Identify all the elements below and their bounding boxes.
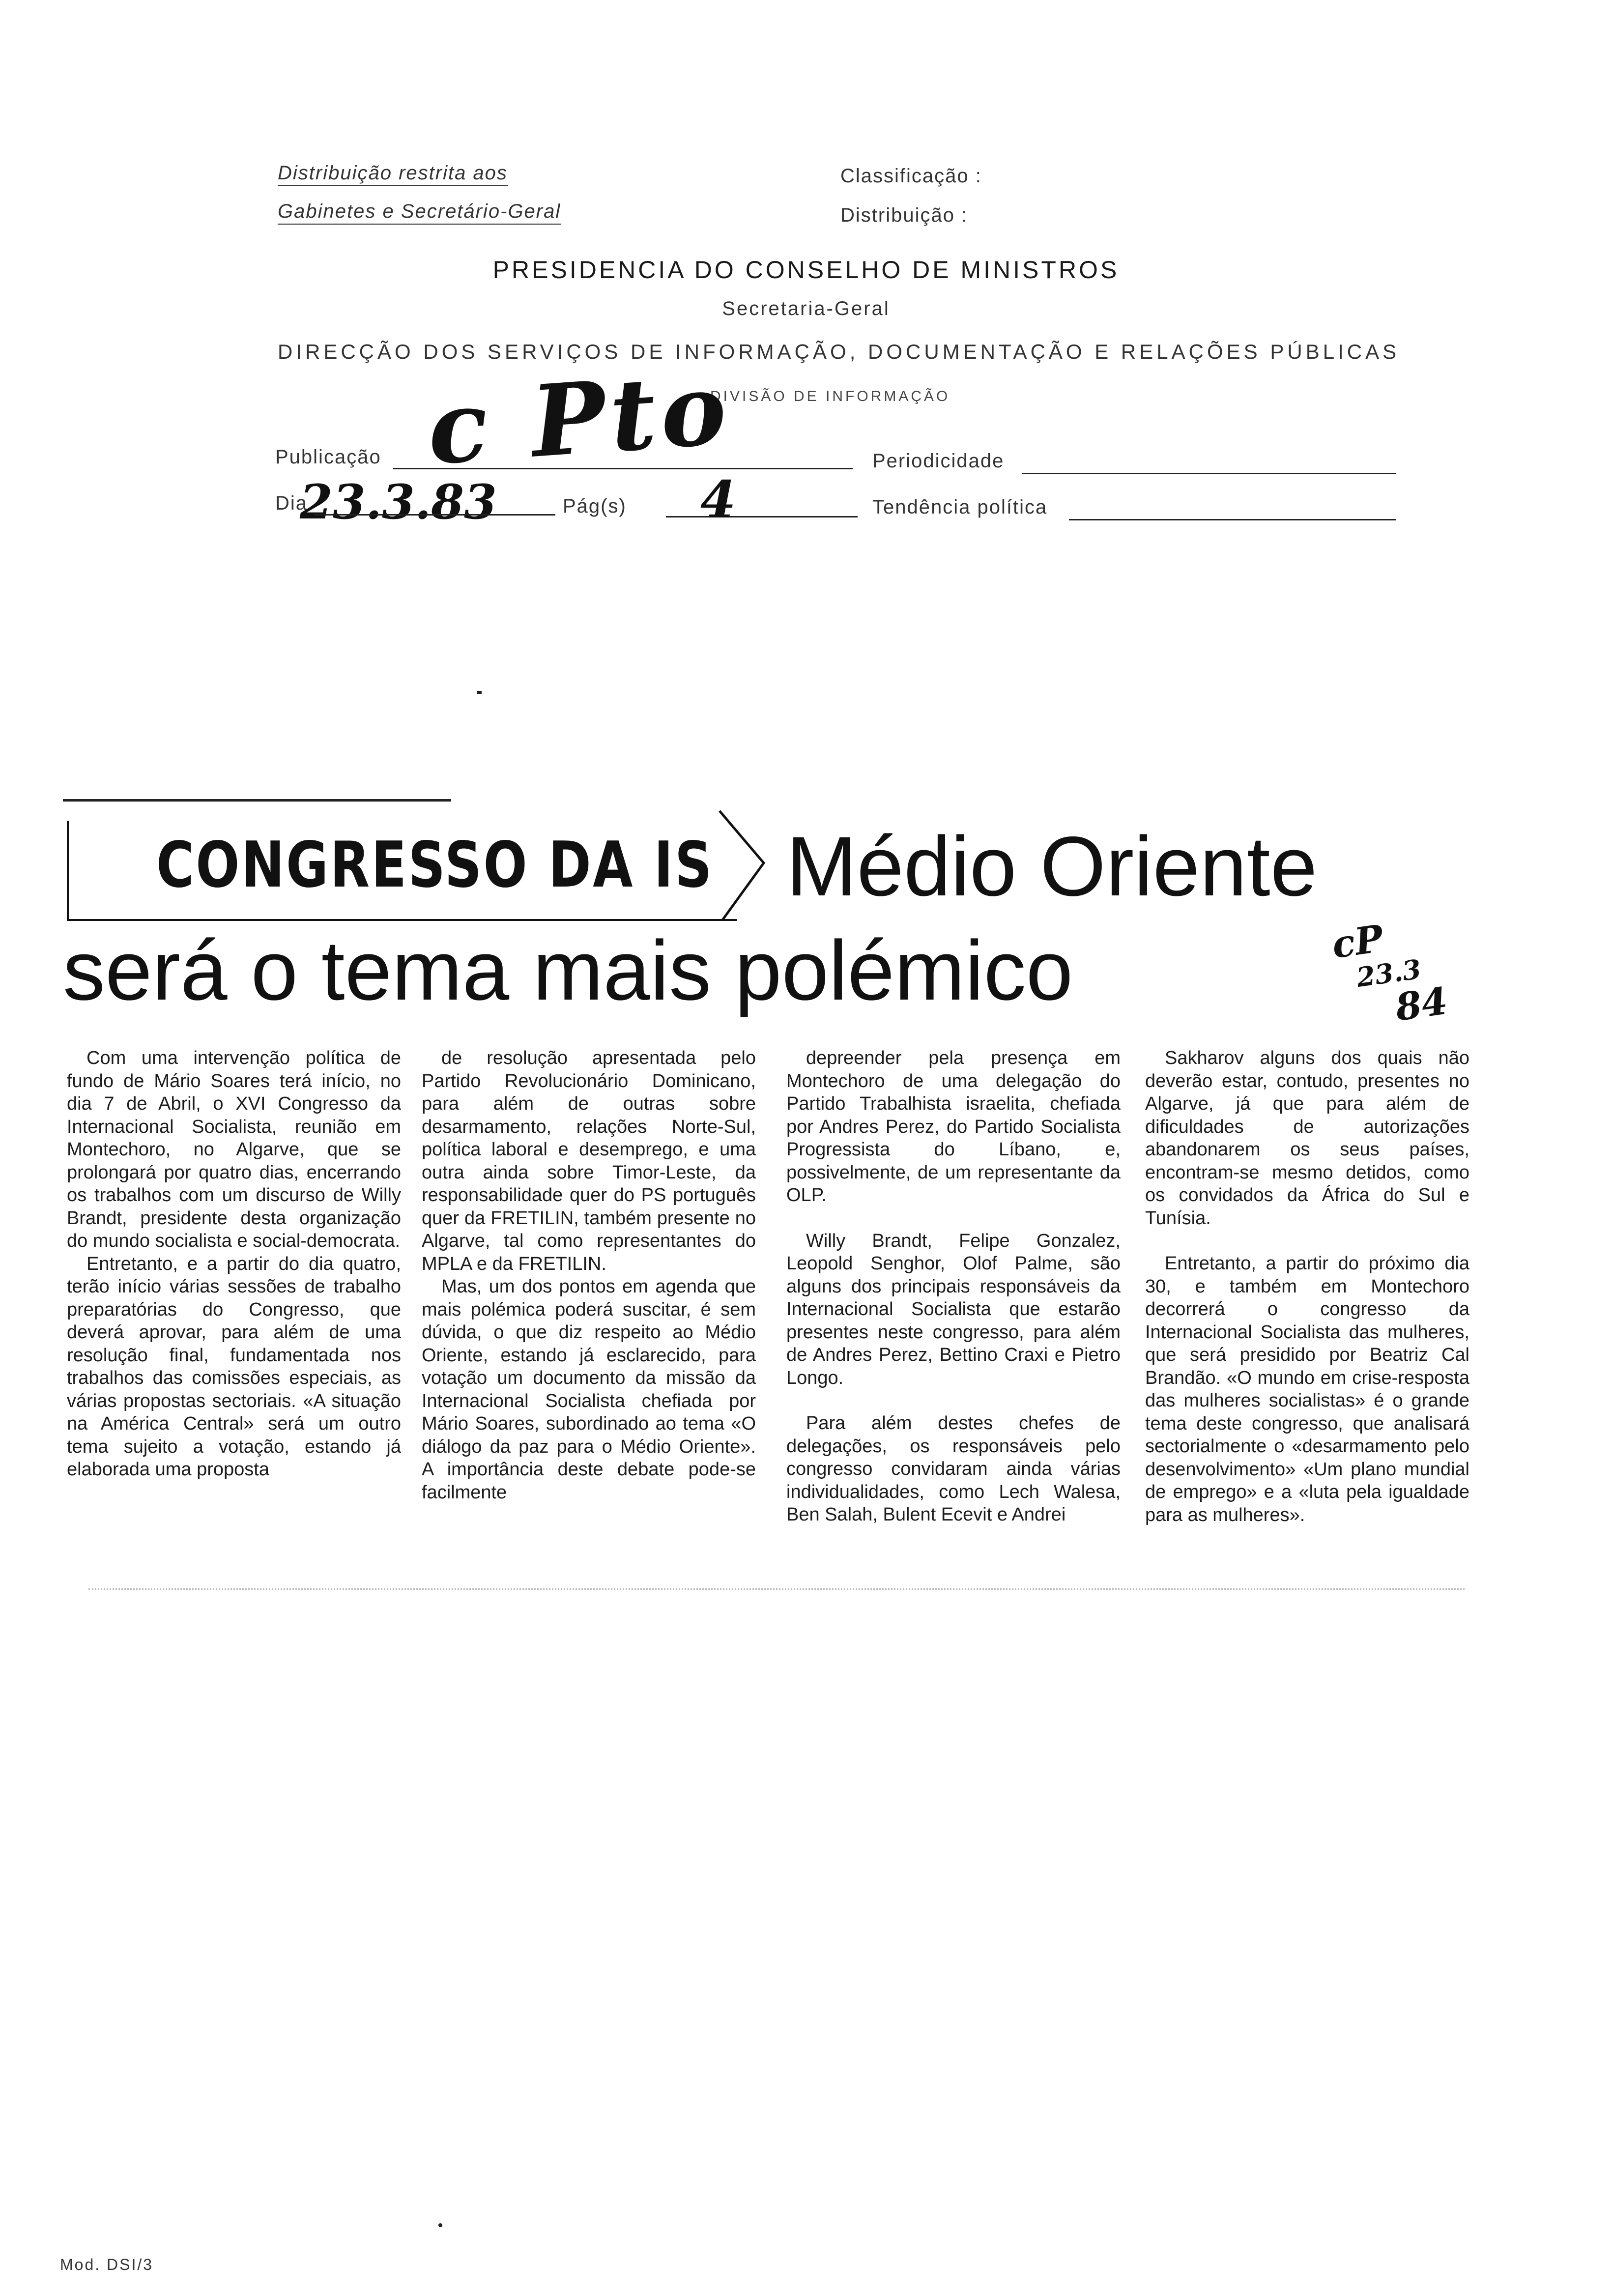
ministry-title: PRESIDENCIA DO CONSELHO DE MINISTROS	[492, 256, 1120, 284]
paragraph: Sakharov alguns dos quais não deverão estar, contudo, presentes no Algarve, já que para além de dificuldades de autorizações abandonarem os seus países, encontram-se mesmo detidos, como os convidados da África do Sul e Tunísia.	[1145, 1048, 1469, 1229]
pages-label: Pág(s)	[563, 495, 627, 517]
article-column-3	[786, 1047, 1121, 1526]
margin-handwritten-note: cP 23.3 84	[1329, 916, 1450, 1030]
headline-line2: será o tema mais polémico	[63, 923, 1073, 1018]
kicker-chevron	[713, 806, 772, 924]
pages-rule	[666, 516, 858, 517]
day-label: Dia	[275, 492, 308, 514]
paragraph: Com uma intervenção política de fundo de Mário Soares terá início, no dia 7 de Abril, o XVI Congresso da Internacional Socialista, reunião em Montechoro, no Algarve, que se prolongará por quatro dias, encerrando os trabalhos com um discurso de Willy Brandt, presidente desta organização do mundo socialista e social-democrata.	[67, 1048, 401, 1251]
form-code: Mod. DSI/3	[60, 2256, 154, 2273]
scan-speck	[477, 691, 482, 694]
pages-handwritten: 4	[700, 469, 736, 530]
article-column-2	[422, 1047, 756, 1504]
directorate-line: DIRECÇÃO DOS SERVIÇOS DE INFORMAÇÃO, DOCUMENTAÇÃO E RELAÇÕES PÚBLICAS	[278, 340, 1400, 363]
paragraph: depreender pela presença em Montechoro de uma delegação do Partido Trabalhista israelita, chefiada por Andres Perez, do Partido Socialista Progressista do Líbano, e, possivelmente, de um representante da OLP.	[786, 1048, 1121, 1205]
classification-label: Classificação :	[840, 165, 982, 187]
paragraph: Willy Brandt, Felipe Gonzalez, Leopold Senghor, Olof Palme, são alguns dos principais responsáveis da Internacional Socialista que estarão presentes neste congresso, para além de Andres Perez, Bettino Craxi e Pietro Longo.	[786, 1230, 1121, 1388]
restricted-distribution-line1: Distribuição restrita aos	[278, 162, 508, 186]
periodicity-label: Periodicidade	[872, 450, 1005, 472]
tendency-rule	[1069, 519, 1396, 520]
article-kicker: CONGRESSO DA IS	[156, 829, 714, 902]
restricted-distribution-line2: Gabinetes e Secretário-Geral	[278, 201, 561, 225]
division-line: DIVISÃO DE INFORMAÇÃO	[710, 388, 950, 404]
publication-label: Publicação	[275, 446, 381, 468]
day-rule	[315, 514, 555, 516]
article-column-1	[67, 1047, 401, 1481]
paragraph: de resolução apresentada pelo Partido Revolucionário Dominicano, para além de outras sobre desarmamento, relações Norte-Sul, política laboral e desemprego, e uma outra ainda sobre Timor-Leste, da responsabilidade quer do PS português quer da FRETILIN, também presente no Algarve, tal como representantes do MPLA e da FRETILIN.	[422, 1048, 756, 1274]
article-column-4	[1145, 1047, 1469, 1526]
clipping-top-rule	[63, 799, 451, 802]
paragraph: Entretanto, a partir do próximo dia 30, e também em Montechoro decorrerá o congresso da Internacional Socialista das mulheres, que será presidido por Beatriz Cal Brandão. «O mundo em crise-resposta das mulheres socialistas» é o grande tema deste congresso, que analisará sectorialmente o «desarmamento pelo desenvolvimento» «Um plano mundial de emprego» e a «luta pela igualdade para as mulheres».	[1145, 1253, 1469, 1525]
paragraph: Para além destes chefes de delegações, os responsáveis pelo congresso convidaram ainda várias individualidades, como Lech Walesa, Ben Salah, Bulent Ecevit e Andrei	[786, 1413, 1121, 1525]
secretariat-subtitle: Secretaria-Geral	[722, 298, 890, 319]
tendency-label: Tendência política	[872, 496, 1048, 518]
headline-line1: Médio Oriente	[786, 819, 1318, 914]
paragraph: Entretanto, e a partir do dia quatro, terão início várias sessões de trabalho preparatórias do Congresso, que deverá aprovar, para além de uma resolução final, fundamentada nos trabalhos das comissões especiais, as várias propostas sectoriais. «A situação na América Central» será um outro tema sujeito a votação, estando já elaborada uma proposta	[67, 1253, 401, 1480]
scan-noise-line	[88, 1588, 1465, 1590]
periodicity-rule	[1022, 473, 1396, 474]
scan-speck	[438, 2223, 442, 2227]
day-handwritten: 23.3.83	[300, 474, 497, 530]
paragraph: Mas, um dos pontos em agenda que mais polémica poderá suscitar, é sem dúvida, o que diz respeito ao Médio Oriente, estando já esclarecido, para votação um documento da missão da Internacional Socialista chefiada por Mário Soares, subordinado ao tema «O diálogo da paz para o Médio Oriente». A importância deste debate pode-se facilmente	[422, 1276, 756, 1503]
distribution-label: Distribuição :	[840, 204, 968, 226]
publication-handwritten: c Pto	[424, 350, 735, 488]
